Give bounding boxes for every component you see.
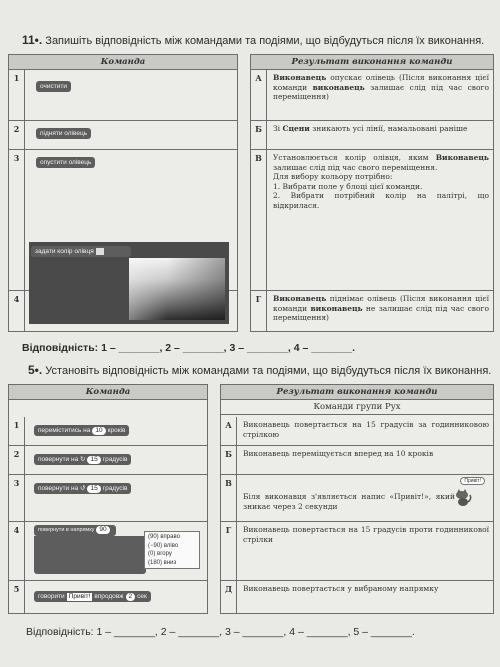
row-number: 4: [9, 522, 25, 580]
row-letter: Б: [251, 121, 267, 149]
result-text: Установлюється колір олівця, яким Виконавець залишає слід під час свого переміщення. Для вибору кольору потрібно: 1. Вибрати поле у блоці цієї команди. 2. Вибрати потрібний колір на палітрі, що відкрилася.: [273, 153, 489, 210]
task2-command-row: [9, 446, 207, 475]
task2-result-row: [221, 581, 493, 613]
task1-heading: [22, 33, 484, 47]
colour-step-2: 2. Вибрати потрібний колір на палітрі, що відкрилася.: [273, 191, 489, 210]
direction-dropdown-menu: [144, 531, 200, 569]
task1-commands-header: Команда: [9, 55, 237, 70]
task2-result-row: [221, 446, 493, 475]
task2-result-row: [221, 522, 493, 581]
set-pen-colour-text: задати колір олівця: [35, 248, 94, 255]
task1-answer-line[interactable]: Відповідність: 1 – _______, 2 – _______, 3 – _______, 4 – _______.: [22, 342, 356, 354]
result-text: Виконавець повертається на 15 градусів проти годинникової стрілки: [243, 525, 489, 544]
row-letter: Г: [251, 291, 267, 331]
turn-left-block: повернути на ↺ 15 градусів: [34, 483, 131, 494]
steps-value: 10: [92, 427, 105, 435]
task2-heading: [28, 363, 491, 377]
task2-results-table: [220, 384, 494, 614]
result-text: Виконавець повертається у вибраному напрямку: [243, 584, 439, 593]
row-letter: В: [221, 475, 237, 521]
task1-results-table: [250, 54, 494, 332]
task2-command-row: [9, 417, 207, 446]
task1-result-row: [251, 291, 493, 331]
task2-command-row: [9, 475, 207, 522]
colour-step-1: 1. Вибрати поле у блоці цієї команди.: [273, 181, 423, 191]
task1-command-row: [9, 121, 237, 150]
sprite-speech-bubble: Привіт!: [460, 477, 485, 485]
degrees-value: 15: [87, 456, 100, 464]
palette-shade: [129, 258, 225, 320]
row-number: 2: [9, 121, 25, 149]
row-number: 1: [9, 70, 25, 120]
say-text-value: Привіт!: [68, 593, 91, 600]
row-number: 1: [9, 417, 25, 445]
pen-down-block: опустити олівець: [36, 157, 95, 168]
colour-steps-intro: Для вибору кольору потрібно:: [273, 172, 393, 181]
row-number: 5: [9, 581, 25, 613]
direction-block-body: [34, 536, 146, 574]
row-letter: Б: [221, 446, 237, 474]
task1-result-row: [251, 70, 493, 121]
group-label: Команди групи Рух: [221, 400, 493, 415]
task1-instruction: Запишіть відповідність між командами та подіями, що відбудуться після їх виконання.: [45, 35, 485, 47]
task2-instruction: Установіть відповідність між командами та подіями, що відбудуться після їх виконання.: [45, 365, 492, 377]
task2-number: 5•.: [28, 363, 43, 377]
task2-commands-table: [8, 384, 208, 614]
row-letter: А: [221, 417, 237, 445]
task1-command-row: [9, 70, 237, 121]
result-text: Виконавець опускає олівець (Після виконання цієї команди виконавець залишає слід під час свого переміщення): [273, 73, 489, 101]
row-letter: А: [251, 70, 267, 120]
row-number: 3: [9, 475, 25, 521]
task1-result-row: [251, 150, 493, 291]
task2-command-row: [9, 581, 207, 613]
task2-results-header: Результат виконання команди: [221, 385, 493, 400]
result-text: Виконавець піднімає олівець (Після виконання цієї команди виконавець не залишає слід під час свого переміщення): [273, 294, 489, 322]
direction-option: (180) вниз: [148, 559, 177, 566]
set-pen-colour-block-overlay: [31, 246, 131, 257]
task1-number: 11•.: [22, 33, 43, 47]
say-for-secs-block: говорити Привіт! впродовж 2 сек: [34, 591, 151, 602]
turn-right-block: повернути на ↻ 15 градусів: [34, 454, 131, 465]
row-letter: В: [251, 150, 267, 290]
row-number: 3: [9, 150, 25, 290]
pen-up-block: підняти олівець: [36, 128, 91, 139]
result-text: Виконавець переміщується вперед на 10 кроків: [243, 449, 434, 458]
task2-answer-line[interactable]: Відповідність: 1 – _______, 2 – _______, 3 – _______, 4 – _______, 5 – _______.: [26, 626, 415, 638]
task2-command-row: [9, 522, 207, 581]
task2-commands-header: Команда: [9, 385, 207, 400]
direction-option: (−90) вліво: [148, 542, 179, 549]
direction-option: (0) вгору: [148, 551, 172, 557]
clear-block: очистити: [36, 81, 71, 92]
row-letter: Д: [221, 581, 237, 613]
degrees-value: 15: [87, 485, 100, 493]
task2-result-row: [221, 417, 493, 446]
result-text: Біля виконавця з'являється напис «Привіт!», який зникає через 2 секунди: [243, 492, 455, 511]
colour-swatch: [96, 248, 104, 255]
result-text: Зі Сцени зникають усі лінії, намальовані раніше: [273, 124, 468, 133]
direction-value: 90: [96, 526, 109, 534]
move-steps-block: переміститись на 10 кроків: [34, 425, 129, 436]
task1-result-row: [251, 121, 493, 150]
point-direction-block: повернути в напрямку 90: [34, 525, 116, 536]
row-number: 4: [9, 291, 25, 331]
task1-results-header: Результат виконання команди: [251, 55, 493, 70]
result-text: Виконавець повертається на 15 градусів за годинниковою стрілкою: [243, 420, 489, 439]
row-number: 2: [9, 446, 25, 474]
direction-option: (90) вправо: [148, 534, 180, 540]
secs-value: 2: [126, 593, 136, 601]
task2-result-row: [221, 475, 493, 522]
row-letter: Г: [221, 522, 237, 580]
